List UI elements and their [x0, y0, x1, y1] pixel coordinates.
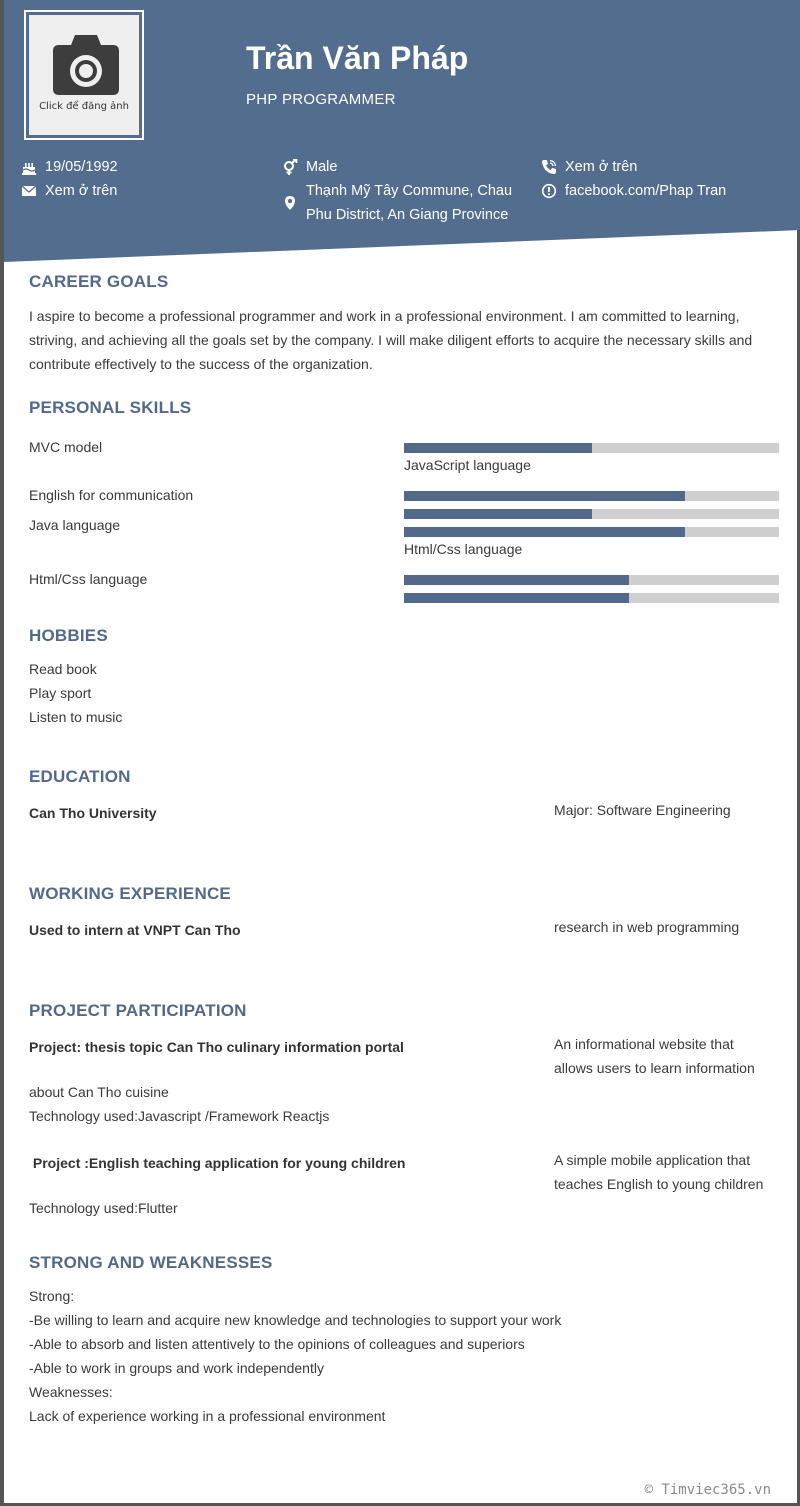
hobby-item: Listen to music: [29, 709, 123, 725]
experience-description: research in web programming: [554, 919, 740, 935]
avatar-upload[interactable]: [24, 10, 144, 140]
projects-title: PROJECT PARTICIPATION: [29, 1001, 247, 1020]
career-goals-line: I aspire to become a professional programmer and work in a professional environment. I am committed to learning,: [29, 308, 740, 324]
strengths-line: Strong:: [29, 1288, 75, 1304]
personal-skills-title: PERSONAL SKILLS: [29, 398, 192, 417]
skill-bar: [404, 443, 779, 453]
strengths-line: -Be willing to learn and acquire new knowledge and technologies to support your work: [29, 1312, 562, 1328]
skill-label: MVC model: [29, 439, 103, 455]
skill-bar: [404, 509, 779, 519]
skill-bar-fill: [404, 491, 685, 501]
project-name: Project: thesis topic Can Tho culinary information portal: [29, 1039, 404, 1055]
gender-info: [282, 155, 532, 179]
project-description: allows users to learn information: [554, 1060, 755, 1076]
skill-bar-fill: [404, 527, 685, 537]
phone-value[interactable]: Xem ở trên: [565, 159, 638, 175]
skill-bar: [404, 527, 779, 537]
job-title: PHP PROGRAMMER: [246, 91, 396, 108]
hobby-item: Play sport: [29, 685, 92, 701]
career-goals-title: CAREER GOALS: [29, 272, 169, 291]
hobby-item: Read book: [29, 661, 97, 677]
strengths-line: -Able to absorb and listen attentively to the opinions of colleagues and superiors: [29, 1336, 525, 1352]
skill-label: Java language: [29, 517, 121, 533]
phone-info: [541, 155, 781, 179]
project-detail: Technology used:Flutter: [29, 1200, 178, 1216]
map-pin-icon: [282, 195, 298, 211]
watermark: © Timviec365.vn: [644, 1482, 771, 1498]
camera-icon: [53, 33, 119, 95]
education-major: Major: Software Engineering: [554, 802, 731, 818]
project-detail: about Can Tho cuisine: [29, 1084, 169, 1100]
career-goals-line: contribute effectively to the success of the organization.: [29, 356, 373, 372]
envelope-icon: [21, 183, 37, 199]
career-goals-line: striving, and achieving all the goals set by the company. I will make diligent efforts to acquire the necessary skills and: [29, 332, 753, 348]
birthday-value: 19/05/1992: [45, 159, 118, 175]
skill-label: Html/Css language: [29, 571, 148, 587]
school-name: Can Tho University: [29, 805, 157, 821]
experience-position: Used to intern at VNPT Can Tho: [29, 922, 241, 938]
cake-icon: [21, 159, 37, 175]
gender-value: Male: [306, 159, 338, 175]
skill-bar-fill: [404, 443, 592, 453]
facebook-value[interactable]: facebook.com/Phap Tran: [565, 183, 727, 199]
education-title: EDUCATION: [29, 767, 131, 786]
skill-bar: [404, 491, 779, 501]
skill-bar: [404, 575, 779, 585]
project-name: Project :English teaching application for young children: [29, 1155, 406, 1171]
info-circle-icon: [541, 183, 557, 199]
project-description: An informational website that: [554, 1036, 734, 1052]
birthday-info: [21, 155, 241, 179]
experience-title: WORKING EXPERIENCE: [29, 884, 231, 903]
candidate-name: Trần Văn Pháp: [246, 40, 469, 76]
facebook-info: [541, 179, 781, 203]
skill-bar-fill: [404, 509, 592, 519]
avatar-placeholder[interactable]: [29, 15, 139, 135]
project-description: teaches English to young children: [554, 1176, 764, 1192]
skill-bar: [404, 593, 779, 603]
address-line-2: Phu District, An Giang Province: [306, 207, 509, 223]
strengths-line: -Able to work in groups and work independently: [29, 1360, 324, 1376]
hobbies-title: HOBBIES: [29, 626, 108, 645]
strengths-line: Weaknesses:: [29, 1384, 113, 1400]
project-description: A simple mobile application that: [554, 1152, 751, 1168]
strengths-title: STRONG AND WEAKNESSES: [29, 1253, 273, 1272]
project-detail: Technology used:Javascript /Framework Reactjs: [29, 1108, 330, 1124]
skill-label: JavaScript language: [404, 457, 531, 473]
email-info: [21, 179, 241, 203]
address-line-1: Thạnh Mỹ Tây Commune, Chau: [306, 183, 513, 199]
phone-icon: [541, 159, 557, 175]
skill-bar-fill: [404, 593, 629, 603]
gender-icon: [282, 159, 298, 175]
skill-label: Html/Css language: [404, 541, 523, 557]
email-value[interactable]: Xem ở trên: [45, 183, 118, 199]
strengths-line: Lack of experience working in a professional environment: [29, 1408, 386, 1424]
skill-bar-fill: [404, 575, 629, 585]
address-info: [282, 179, 542, 227]
skill-label: English for communication: [29, 487, 194, 503]
avatar-caption: Click để đăng ảnh: [39, 101, 129, 112]
